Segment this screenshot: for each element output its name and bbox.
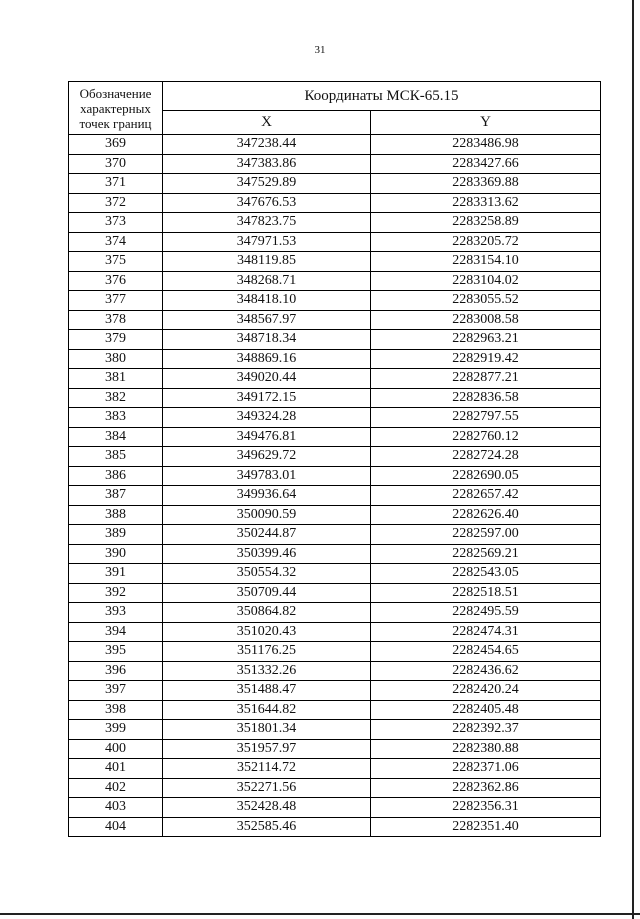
point-cell: 386: [69, 466, 163, 486]
y-column-header: Y: [371, 111, 601, 135]
point-cell: 378: [69, 310, 163, 330]
point-cell: 377: [69, 291, 163, 311]
point-cell: 387: [69, 486, 163, 506]
point-cell: 399: [69, 720, 163, 740]
point-cell: 400: [69, 739, 163, 759]
point-cell: 404: [69, 817, 163, 837]
y-coordinate-cell: 2282836.58: [371, 388, 601, 408]
table-row: [69, 466, 601, 486]
x-coordinate-cell: 351801.34: [163, 720, 371, 740]
y-coordinate-cell: 2282518.51: [371, 583, 601, 603]
point-cell: 396: [69, 661, 163, 681]
y-coordinate-cell: 2282454.65: [371, 642, 601, 662]
x-coordinate-cell: 348869.16: [163, 349, 371, 369]
y-coordinate-cell: 2283104.02: [371, 271, 601, 291]
table-row: [69, 603, 601, 623]
y-coordinate-cell: 2283205.72: [371, 232, 601, 252]
y-coordinate-cell: 2282362.86: [371, 778, 601, 798]
point-cell: 391: [69, 564, 163, 584]
x-coordinate-cell: 350554.32: [163, 564, 371, 584]
x-coordinate-cell: 347823.75: [163, 213, 371, 233]
point-cell: 380: [69, 349, 163, 369]
y-coordinate-cell: 2282597.00: [371, 525, 601, 545]
x-coordinate-cell: 351176.25: [163, 642, 371, 662]
table-row: [69, 661, 601, 681]
point-cell: 371: [69, 174, 163, 194]
point-cell: 381: [69, 369, 163, 389]
x-coordinate-cell: 352114.72: [163, 759, 371, 779]
table-row: [69, 739, 601, 759]
y-coordinate-cell: 2283369.88: [371, 174, 601, 194]
page-number: 31: [314, 44, 326, 56]
table-row: [69, 213, 601, 233]
x-coordinate-cell: 348119.85: [163, 252, 371, 272]
y-coordinate-cell: 2283313.62: [371, 193, 601, 213]
y-coordinate-cell: 2282474.31: [371, 622, 601, 642]
x-coordinate-cell: 349936.64: [163, 486, 371, 506]
point-cell: 394: [69, 622, 163, 642]
x-coordinate-cell: 349783.01: [163, 466, 371, 486]
point-header-line: точек границ: [79, 115, 152, 131]
x-coordinate-cell: 348567.97: [163, 310, 371, 330]
x-coordinate-cell: 349629.72: [163, 447, 371, 467]
point-cell: 388: [69, 505, 163, 525]
x-coordinate-cell: 347676.53: [163, 193, 371, 213]
y-coordinate-cell: 2282351.40: [371, 817, 601, 837]
y-coordinate-cell: 2283427.66: [371, 154, 601, 174]
table-row: [69, 583, 601, 603]
x-coordinate-cell: 351020.43: [163, 622, 371, 642]
page-edge-right: [632, 0, 634, 919]
y-coordinate-cell: 2282380.88: [371, 739, 601, 759]
table-row: [69, 271, 601, 291]
point-cell: 384: [69, 427, 163, 447]
x-coordinate-cell: 351488.47: [163, 681, 371, 701]
y-coordinate-cell: 2282797.55: [371, 408, 601, 428]
x-coordinate-cell: 349324.28: [163, 408, 371, 428]
y-coordinate-cell: 2282760.12: [371, 427, 601, 447]
point-cell: 403: [69, 798, 163, 818]
y-coordinate-cell: 2283154.10: [371, 252, 601, 272]
x-coordinate-cell: 350244.87: [163, 525, 371, 545]
y-coordinate-cell: 2282919.42: [371, 349, 601, 369]
x-coordinate-cell: 352585.46: [163, 817, 371, 837]
x-coordinate-cell: 348418.10: [163, 291, 371, 311]
point-cell: 398: [69, 700, 163, 720]
point-header-line: характерных: [80, 100, 151, 116]
table-row: [69, 447, 601, 467]
point-cell: 373: [69, 213, 163, 233]
y-coordinate-cell: 2282371.06: [371, 759, 601, 779]
point-cell: 376: [69, 271, 163, 291]
y-coordinate-cell: 2282436.62: [371, 661, 601, 681]
point-cell: 390: [69, 544, 163, 564]
y-coordinate-cell: 2283486.98: [371, 135, 601, 155]
point-cell: 385: [69, 447, 163, 467]
y-coordinate-cell: 2283055.52: [371, 291, 601, 311]
point-cell: 369: [69, 135, 163, 155]
x-coordinate-cell: 350090.59: [163, 505, 371, 525]
table-row: [69, 154, 601, 174]
table-row: [69, 174, 601, 194]
x-coordinate-cell: 350399.46: [163, 544, 371, 564]
point-cell: 401: [69, 759, 163, 779]
x-coordinate-cell: 352428.48: [163, 798, 371, 818]
table-row: [69, 310, 601, 330]
x-coordinate-cell: 349172.15: [163, 388, 371, 408]
point-cell: 395: [69, 642, 163, 662]
point-cell: 370: [69, 154, 163, 174]
point-cell: 382: [69, 388, 163, 408]
x-coordinate-cell: 347971.53: [163, 232, 371, 252]
y-coordinate-cell: 2283008.58: [371, 310, 601, 330]
table-header: [69, 82, 601, 135]
point-cell: 383: [69, 408, 163, 428]
table-row: [69, 388, 601, 408]
page-edge-bottom: [0, 913, 640, 915]
table-row: [69, 505, 601, 525]
point-cell: 392: [69, 583, 163, 603]
point-cell: 379: [69, 330, 163, 350]
y-coordinate-cell: 2282569.21: [371, 544, 601, 564]
table-row: [69, 193, 601, 213]
table-row: [69, 486, 601, 506]
x-coordinate-cell: 350709.44: [163, 583, 371, 603]
table-row: [69, 408, 601, 428]
y-coordinate-cell: 2282690.05: [371, 466, 601, 486]
table-row: [69, 759, 601, 779]
table-row: [69, 525, 601, 545]
table-row: [69, 427, 601, 447]
table-row: [69, 232, 601, 252]
point-cell: 372: [69, 193, 163, 213]
table-row: [69, 720, 601, 740]
point-designation-header: [69, 82, 163, 135]
x-coordinate-cell: 347383.86: [163, 154, 371, 174]
y-coordinate-cell: 2282657.42: [371, 486, 601, 506]
table-body: [69, 135, 601, 837]
point-cell: 397: [69, 681, 163, 701]
y-coordinate-cell: 2282356.31: [371, 798, 601, 818]
y-coordinate-cell: 2282405.48: [371, 700, 601, 720]
x-coordinate-cell: 351332.26: [163, 661, 371, 681]
point-cell: 402: [69, 778, 163, 798]
point-cell: 374: [69, 232, 163, 252]
table-row: [69, 622, 601, 642]
table-row: [69, 330, 601, 350]
table-row: [69, 681, 601, 701]
point-cell: 375: [69, 252, 163, 272]
table-row: [69, 798, 601, 818]
x-coordinate-cell: 348718.34: [163, 330, 371, 350]
x-coordinate-cell: 347529.89: [163, 174, 371, 194]
x-coordinate-cell: 352271.56: [163, 778, 371, 798]
y-coordinate-cell: 2282963.21: [371, 330, 601, 350]
y-coordinate-cell: 2283258.89: [371, 213, 601, 233]
y-coordinate-cell: 2282495.59: [371, 603, 601, 623]
x-coordinate-cell: 349020.44: [163, 369, 371, 389]
table-row: [69, 564, 601, 584]
y-coordinate-cell: 2282626.40: [371, 505, 601, 525]
table-row: [69, 700, 601, 720]
x-coordinate-cell: 351957.97: [163, 739, 371, 759]
table-row: [69, 135, 601, 155]
x-coordinate-cell: 351644.82: [163, 700, 371, 720]
x-coordinate-cell: 348268.71: [163, 271, 371, 291]
x-coordinate-cell: 350864.82: [163, 603, 371, 623]
table-row: [69, 642, 601, 662]
point-cell: 393: [69, 603, 163, 623]
point-header-line: Обозначение: [79, 85, 152, 101]
x-column-header: X: [163, 111, 371, 135]
y-coordinate-cell: 2282877.21: [371, 369, 601, 389]
x-coordinate-cell: 349476.81: [163, 427, 371, 447]
table-row: [69, 369, 601, 389]
table-row: [69, 778, 601, 798]
coordinates-group-header: Координаты МСК-65.15: [163, 82, 601, 111]
table-row: [69, 291, 601, 311]
y-coordinate-cell: 2282543.05: [371, 564, 601, 584]
point-cell: 389: [69, 525, 163, 545]
table-row: [69, 817, 601, 837]
table-row: [69, 349, 601, 369]
x-coordinate-cell: 347238.44: [163, 135, 371, 155]
table-row: [69, 252, 601, 272]
y-coordinate-cell: 2282724.28: [371, 447, 601, 467]
y-coordinate-cell: 2282420.24: [371, 681, 601, 701]
coordinates-table: [68, 81, 601, 837]
table-row: [69, 544, 601, 564]
y-coordinate-cell: 2282392.37: [371, 720, 601, 740]
